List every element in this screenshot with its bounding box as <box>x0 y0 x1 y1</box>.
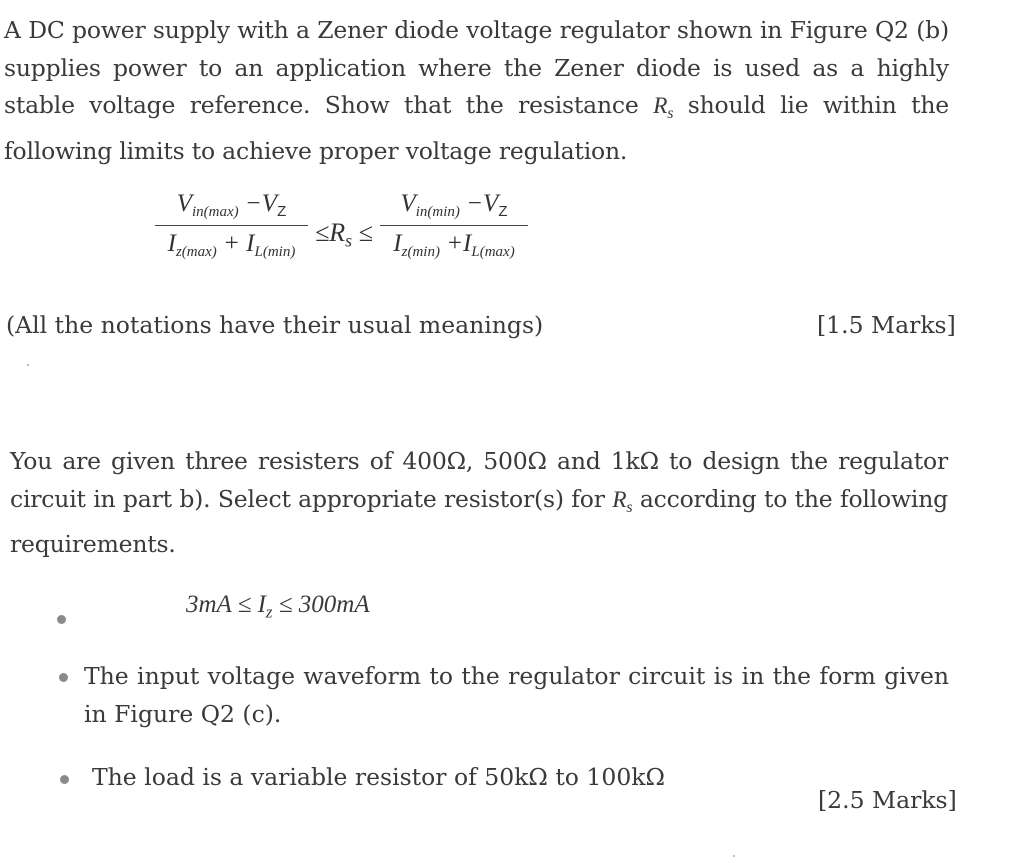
right-numerator: $V_{in(min)} -V_Z$ <box>400 190 508 220</box>
bullet-icon <box>59 673 68 682</box>
part2-end-text: according to the following requirements. <box>10 484 948 559</box>
notation-note: (All the notations have their usual meanings) <box>6 311 544 339</box>
part2-text: You are given three resisters of 400Ω, 500Ω and 1kΩ to design the regulator circuit in part b). Select appropriate resistor(s) for <box>10 447 948 513</box>
rs-symbol: $R_s$ <box>653 93 674 123</box>
right-denominator: $I_{z(min)} +I_{L(max)}$ <box>393 230 515 261</box>
intro-end-text: should lie within the following limits to achieve proper voltage regulation. <box>4 91 949 165</box>
marks-label-part1: [1.5 Marks] <box>817 311 956 339</box>
right-fraction <box>380 190 528 261</box>
question-intro-paragraph <box>4 12 949 170</box>
bullet-icon <box>57 615 66 624</box>
requirement-input-waveform: The input voltage waveform to the regulator circuit is in the form given in Figure Q2 (c). <box>84 662 949 728</box>
left-fraction-bar <box>155 225 308 227</box>
marks-label-part2: [2.5 Marks] <box>818 786 957 814</box>
left-numerator: $V_{in(max)} -V_Z$ <box>176 190 287 220</box>
scan-speck <box>27 364 29 366</box>
right-fraction-bar <box>380 225 528 227</box>
intro-text: A DC power supply with a Zener diode voltage regulator shown in Figure Q2 (b) supplies power to an application where the Zener diode is used as a highly stable voltage reference. Show that the resistance <box>4 16 949 119</box>
requirement-zener-current: $3mA \le I_z \le 300mA$ <box>186 591 370 622</box>
bullet-icon <box>60 775 69 784</box>
rs-symbol-part2: $R_s$ <box>612 486 633 516</box>
scan-speck <box>733 855 735 857</box>
left-denominator: $I_{z(max)} + I_{L(min)}$ <box>167 230 296 261</box>
part2-paragraph <box>10 443 948 564</box>
left-fraction <box>155 190 308 261</box>
rs-middle-term: $\le R_s$ ≤ <box>315 218 373 251</box>
requirement-load-resistor: The load is a variable resistor of 50kΩ to 100kΩ <box>92 763 666 791</box>
